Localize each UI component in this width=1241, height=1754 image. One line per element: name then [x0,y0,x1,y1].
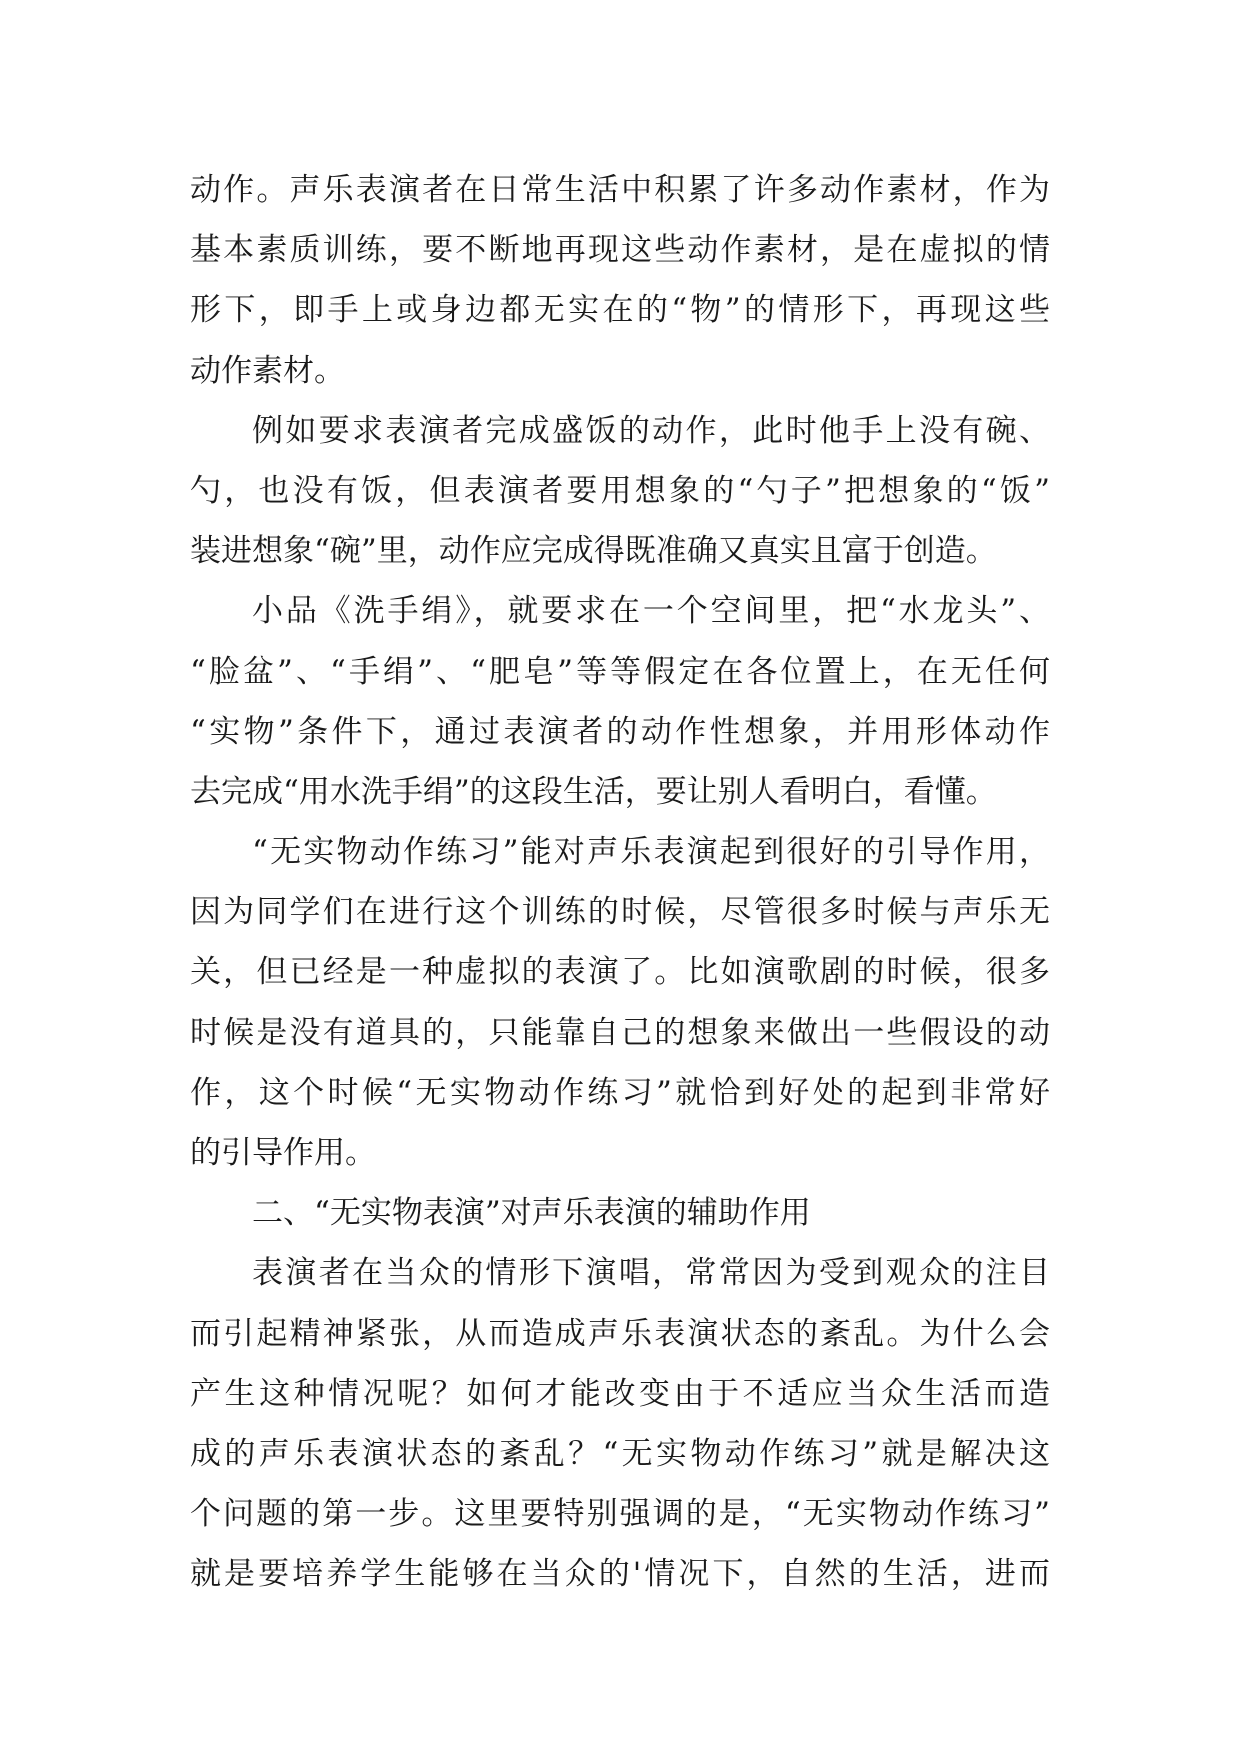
paragraph [190,822,1050,1183]
text-line: 个问题的第一步。这里要特别强调的是，“无实物动作练习” [190,1496,1050,1533]
text-line: 装进想象“碗”里，动作应完成得既准确又真实且富于创造。 [190,533,997,570]
text-line: 二、“无实物表演”对声乐表演的辅助作用 [252,1195,811,1232]
text-line: 表演者在当众的情形下演唱，常常因为受到观众的注目 [252,1255,1050,1292]
text-line: “无实物动作练习”能对声乐表演起到很好的引导作用， [252,834,1050,871]
text-line: 成的声乐表演状态的紊乱？“无实物动作练习”就是解决这 [190,1435,1050,1472]
text-line: 去完成“用水洗手绢”的这段生活，要让别人看明白，看懂。 [190,773,997,810]
text-line: 例如要求表演者完成盛饭的动作，此时他手上没有碗、 [252,412,1050,449]
text-line: “实物”条件下，通过表演者的动作性想象，并用形体动作 [190,713,1050,750]
document-body [190,160,1050,1605]
text-line: 作，这个时候“无实物动作练习”就恰到好处的起到非常好 [190,1074,1050,1111]
paragraph [190,160,1050,401]
section-heading [190,1183,1050,1243]
text-line: 而引起精神紧张，从而造成声乐表演状态的紊乱。为什么会 [190,1315,1050,1352]
text-line: 产生这种情况呢？如何才能改变由于不适应当众生活而造 [190,1375,1050,1412]
text-line: “脸盆”、“手绢”、“肥皂”等等假定在各位置上，在无任何 [190,653,1050,690]
text-line: 勺，也没有饭，但表演者要用想象的“勺子”把想象的“饭” [190,472,1050,509]
paragraph [190,401,1050,582]
text-line: 小品《洗手绢》，就要求在一个空间里，把“水龙头”、 [252,593,1050,630]
text-line: 就是要培养学生能够在当众的'情况下，自然的生活，进而 [190,1556,1050,1593]
paragraph [190,581,1050,822]
text-line: 形下，即手上或身边都无实在的“物”的情形下，再现这些 [190,292,1050,329]
text-line: 的引导作用。 [190,1135,376,1171]
text-line: 关，但已经是一种虚拟的表演了。比如演歌剧的时候，很多 [190,954,1050,991]
text-line: 动作素材。 [190,352,345,389]
text-line: 基本素质训练，要不断地再现这些动作素材，是在虚拟的情 [190,232,1050,269]
text-line: 时候是没有道具的，只能靠自己的想象来做出一些假设的动 [190,1014,1050,1051]
text-line: 动作。声乐表演者在日常生活中积累了许多动作素材，作为 [190,172,1050,208]
text-line: 因为同学们在进行这个训练的时候，尽管很多时候与声乐无 [190,894,1050,931]
paragraph [190,1243,1050,1604]
